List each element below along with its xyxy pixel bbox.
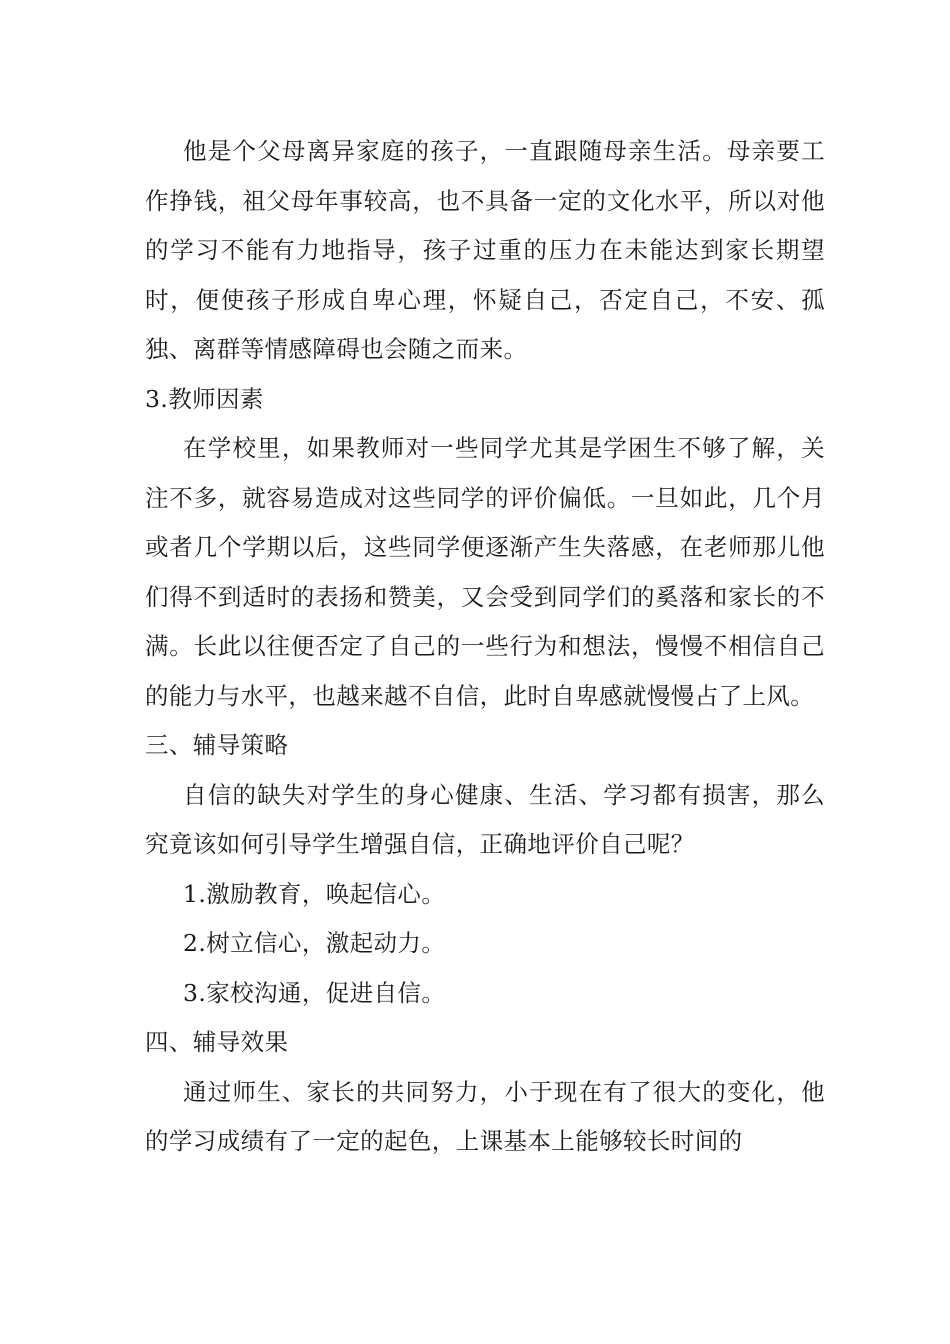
paragraph-effect: 通过师生、家长的共同努力，小于现在有了很大的变化，他的学习成绩有了一定的起色，上课基本上能够较长时间的 xyxy=(145,1077,825,1155)
strategy-item-1: 1.激励教育，唤起信心。 xyxy=(183,879,446,908)
strategy-item-2: 2.树立信心，激起动力。 xyxy=(183,929,446,957)
strategy-item-3: 3.家校沟通，促进自信。 xyxy=(183,978,446,1007)
paragraph-strategy-intro: 自信的缺失对学生的身心健康、生活、学习都有损害，那么究竟该如何引导学生增强自信，正确地评价自己呢？ xyxy=(145,780,825,858)
paragraph-teacher-factors: 在学校里，如果教师对一些同学尤其是学困生不够了解，关注不多，就容易造成对这些同学的评价偏低。一旦如此，几个月或者几个学期以后，这些同学便逐渐产生失落感，在老师那儿他们得不到适时的表扬和赞美，又会受到同学们的奚落和家长的不满。长此以往便否定了自己的一些行为和想法，慢慢不相信自己的能力与水平，也越来越不自信，此时自卑感就慢慢占了上风。 xyxy=(145,434,825,710)
heading-teacher-factors: 3.教师因素 xyxy=(145,384,264,413)
document-body xyxy=(145,127,825,1167)
heading-counseling-strategy: 三、辅导策略 xyxy=(145,731,289,759)
paragraph-family-factors: 他是个父母离异家庭的孩子，一直跟随母亲生活。母亲要工作挣钱，祖父母年事较高，也不具备一定的文化水平，所以对他的学习不能有力地指导，孩子过重的压力在未能达到家长期望时，便使孩子形成自卑心理，怀疑自己，否定自己，不安、孤独、离群等情感障碍也会随之而来。 xyxy=(145,137,825,363)
heading-counseling-effect: 四、辅导效果 xyxy=(145,1028,289,1056)
